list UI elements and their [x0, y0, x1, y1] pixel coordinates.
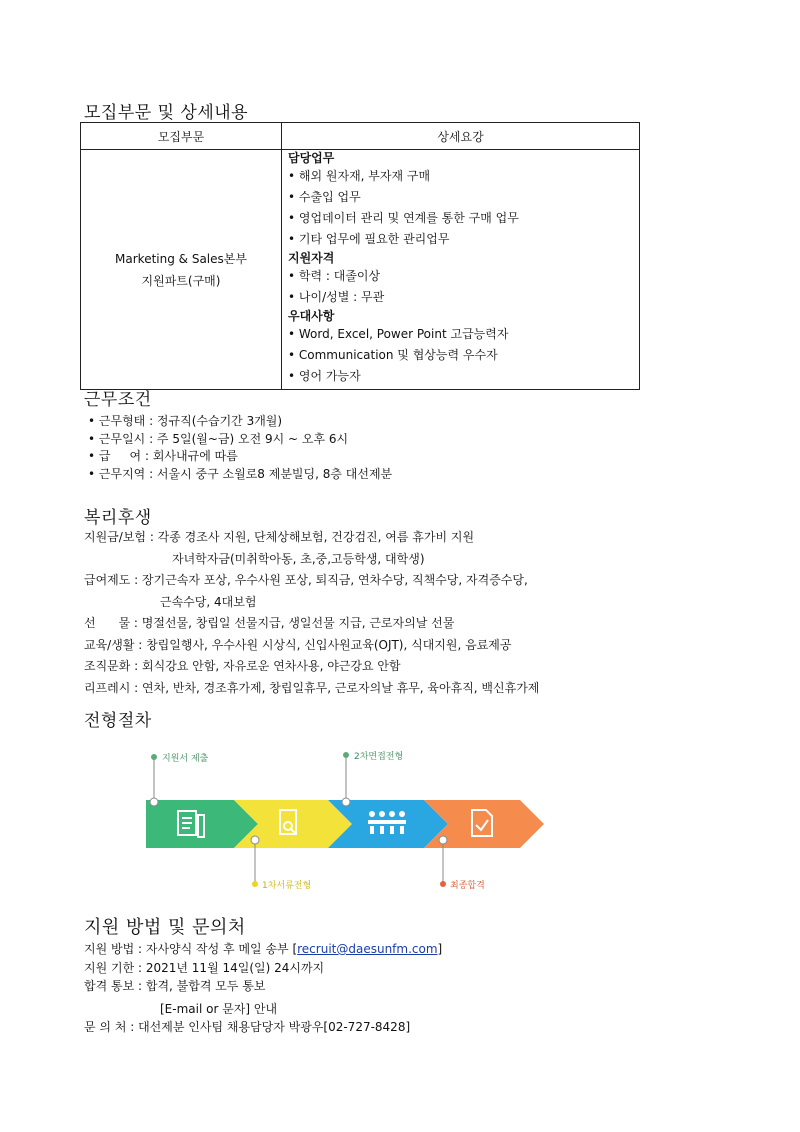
email-link[interactable]: recruit@daesunfm.com [297, 942, 438, 956]
benefits-list [84, 527, 539, 699]
duty-item: • 수출입 업무 [288, 190, 361, 204]
process-diagram [130, 740, 560, 900]
recruit-heading: 모집부문 및 상세내용 [84, 103, 249, 123]
detail-cell [282, 150, 640, 390]
duty-item: • 영업데이터 관리 및 연계를 통한 구매 업무 [288, 211, 519, 225]
apply-result: 합격 통보 : 합격, 불합격 모두 통보 [84, 979, 266, 993]
benefit-row: 교육/생활 : 창립일행사, 우수사원 시상식, 신입사원교육(OJT), 식대지원, 음료제공 [84, 637, 512, 652]
dept-line1: Marketing & Sales본부 [115, 251, 247, 266]
qual-title: 지원자격 [288, 251, 335, 265]
apply-method-end: ] [437, 942, 443, 956]
dept-cell [81, 150, 282, 390]
step2-label: 1차서류전형 [262, 881, 312, 891]
recruit-table [80, 122, 640, 390]
dept-line2: 지원파트(구매) [141, 273, 221, 288]
step1-arrow [146, 800, 258, 848]
benefit-row: 근속수당, 4대보험 [160, 594, 257, 609]
pref-item: • 영어 가능자 [288, 369, 361, 383]
duties-title: 담당업무 [288, 151, 335, 165]
condition-item: • 근무일시 : 주 5일(월~금) 오전 9시 ~ 오후 6시 [88, 431, 349, 446]
benefit-row: 조직문화 : 회식강요 안함, 자유로운 연차사용, 야근강요 안함 [84, 659, 401, 673]
process-heading: 전형절차 [84, 711, 152, 731]
duty-item: • 기타 업무에 필요한 관리업무 [288, 232, 450, 246]
benefit-row: 자녀학자금(미취학아동, 초,중,고등학생, 대학생) [172, 551, 425, 566]
step3-label: 2차면접전형 [354, 752, 404, 762]
benefits-heading: 복리후생 [84, 508, 152, 528]
benefit-row: 선 물 : 명절선물, 창립일 선물지급, 생일선물 지급, 근로자의날 선물 [84, 616, 455, 630]
col-dept-header: 모집부문 [81, 123, 282, 150]
marker-step3 [342, 750, 403, 806]
apply-method-label: 지원 방법 : 자사양식 작성 후 메일 송부 [ [84, 942, 298, 956]
pref-title: 우대사항 [288, 309, 335, 323]
duty-item: • 해외 원자재, 부자재 구매 [288, 169, 431, 183]
apply-result-note: [E-mail or 문자] 안내 [160, 1001, 278, 1016]
benefit-row: 지원금/보험 : 각종 경조사 지원, 단체상해보험, 건강검진, 여름 휴가비 지원 [84, 530, 475, 544]
qual-item: • 학력 : 대졸이상 [288, 269, 381, 283]
apply-info [84, 940, 442, 1037]
pref-item: • Communication 및 협상능력 우수자 [288, 348, 498, 362]
recruit-table-header [81, 123, 640, 150]
step4-label: 최종합격 [450, 881, 485, 891]
marker-step1 [150, 752, 209, 806]
col-detail-header: 상세요강 [282, 123, 640, 150]
condition-item: • 근무지역 : 서울시 중구 소월로8 제분빌딩, 8층 대선제분 [88, 466, 393, 481]
apply-contact: 문 의 처 : 대선제분 인사팀 채용담당자 박광우[02-727-8428] [84, 1020, 411, 1034]
condition-item: • 급 여 : 회사내규에 따름 [88, 449, 238, 463]
benefit-row: 리프레시 : 연차, 반차, 경조휴가제, 창립일휴무, 근로자의날 휴무, 육아휴직, 백신휴가제 [84, 680, 540, 695]
apply-method [84, 940, 442, 959]
benefit-row: 급여제도 : 장기근속자 포상, 우수사원 포상, 퇴직금, 연차수당, 직책수당, 자격증수당, [84, 573, 528, 587]
recruit-table-row [81, 150, 640, 390]
qual-item: • 나이/성별 : 무관 [288, 290, 385, 304]
pref-item: • Word, Excel, Power Point 고급능력자 [288, 327, 509, 341]
apply-deadline: 지원 기한 : 2021년 11월 14일(일) 24시까지 [84, 960, 325, 975]
conditions-list [88, 413, 392, 483]
step1-label: 지원서 제출 [162, 754, 209, 764]
apply-heading: 지원 방법 및 문의처 [84, 917, 246, 938]
conditions-heading: 근무조건 [84, 390, 152, 410]
condition-item: • 근무형태 : 정규직(수습기간 3개월) [88, 414, 283, 428]
